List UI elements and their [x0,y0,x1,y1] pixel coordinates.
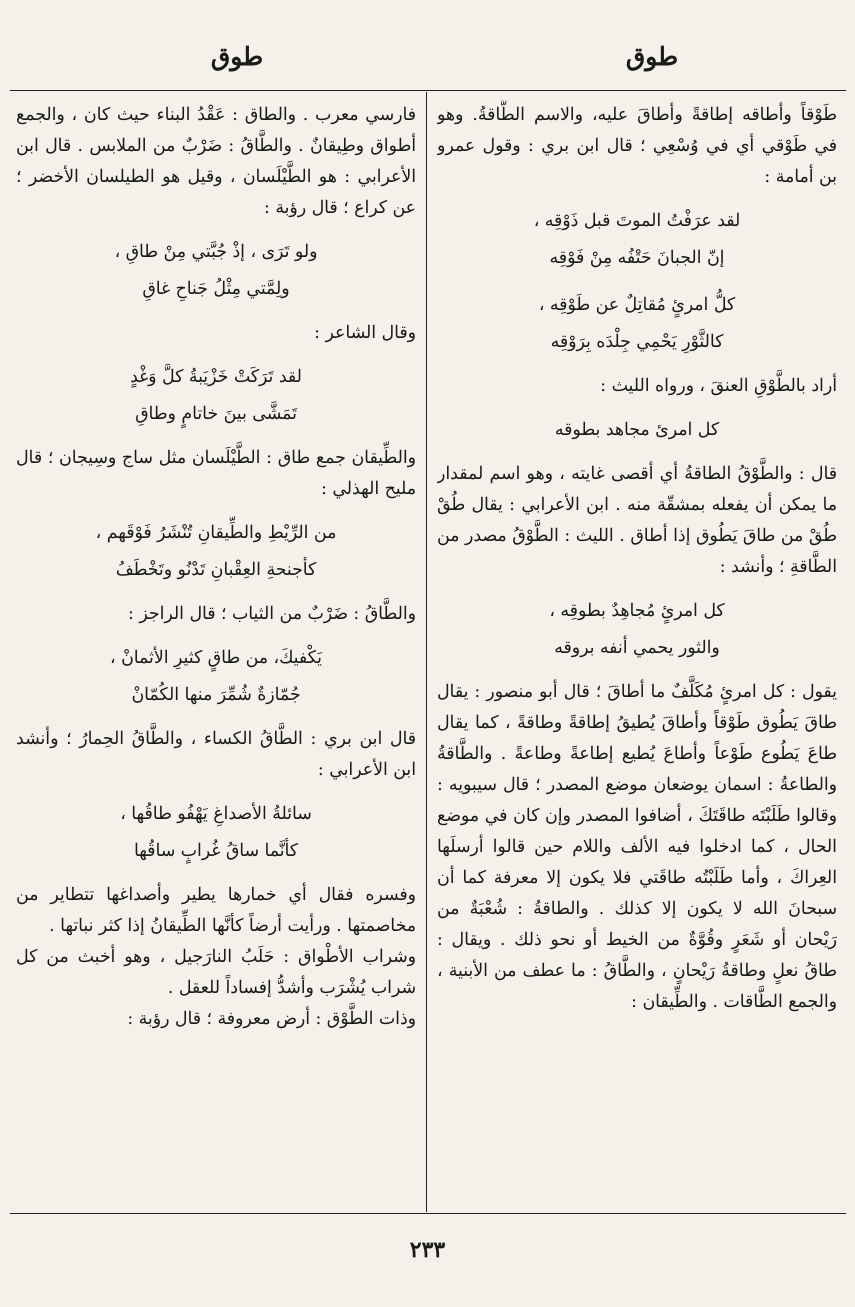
headword-right: طوق [625,42,679,71]
verse-line: يَكْفيكَ، من طاقٍ كثيرِ الأثمانْ ، [110,648,322,668]
verse-block [437,412,837,449]
verse-line: والثور يحمي أنفه بروقه [554,638,720,658]
verse-line: ولِمَّتي مِثْلُ جَناحِ غاقِ [142,279,290,299]
verse-line: كل امرئٍ مُجاهِدٌ بطوقِه ، [549,601,725,621]
verse-line: لقد عرَفْتُ الموتَ قبل ذَوْقِه ، [533,211,741,231]
paragraph: والطِّيقان جمع طاق : الطَّيْلَسان مثل ساج وسِيجان ؛ قال مليح الهذلي : [16,448,416,499]
paragraph: وقال الشاعر : [314,323,416,343]
page-header [12,42,844,92]
verse-block [437,287,837,361]
headword-left: طوق [210,42,264,71]
verse-line: إنّ الجبانَ حَتْفُه مِنْ فَوْقِه [549,248,725,268]
column-divider [426,92,427,1212]
verse-block [437,593,837,667]
verse-block [16,359,416,433]
verse-line: سائلةُ الأصداغِ يَهْفُو طاقُها ، [120,804,312,824]
verse-line: جُمّازةٌ شُمِّرَ منها الكُمّانْ [131,685,301,705]
paragraph: فارسي معرب . والطاق : عَقْدُ البناء حيث كان ، والجمع أطواق وطِيقانٌ . والطَّاقُ : ضَرْبٌ من الملابس . قال ابن الأعرابي : هو الطَّيْلَسان ، وقيل هو الطيلسان الأخضر ؛ عن كراع ؛ قال رؤبة : [16,105,416,218]
verse-block [16,640,416,714]
header-rule [10,90,846,91]
verse-block [16,515,416,589]
verse-line: كلُّ امرئٍ مُقاتِلٌ عن طَوْقِه ، [538,295,736,315]
page-number: ٢٣٣ [409,1237,446,1263]
paragraph: قال ابن بري : الطَّاقُ الكساء ، والطَّاقُ الحِمارُ ؛ وأنشد ابن الأعرابي : [16,729,416,780]
verse-block [16,234,416,308]
right-column [437,100,837,1210]
verse-block [16,796,416,870]
paragraph: طَوْقاً وأطاقه إطاقةً وأطاقَ عليه، والاسم الطَّاقةُ. وهو في طَوْقي أي في وُسْعِي ؛ قال ابن بري : وقول عمرو بن أمامة : [437,105,837,187]
left-column [16,100,416,1210]
paragraph: وذات الطَّوْق : أرض معروفة ؛ قال رؤبة : [127,1009,416,1029]
verse-block [437,203,837,277]
verse-line: تَمَشَّى بينَ خاتامٍ وطاقِ [135,404,297,424]
paragraph: أراد بالطَّوْقِ العنقَ ، ورواه الليث : [600,376,837,396]
paragraph: وشراب الأطْواق : حَلَبُ النارَجيل ، وهو أخبث من كل شراب يُشْرَب وأشدُّ إفساداً للعقل . [16,947,416,998]
verse-line: كأجنحةِ العِقْبانِ تَدْنُو وتَخْطَفُ [115,560,317,580]
paragraph: والطَّاقُ : ضَرْبٌ من الثياب ؛ قال الراجز : [128,604,416,624]
paragraph: قال : والطَّوْقُ الطاقةُ أي أقصى غايته ، وهو اسم لمقدار ما يمكن أن يفعله بمشقّة منه . ابن الأعرابي : يقال طُقْ طُقْ من طاقَ يَطُوق إذا أطاق . الليث : الطَّوْقُ مصدر من الطَّاقةِ ؛ وأنشد : [437,464,837,577]
verse-line: كالثَّوْرِ يَحْمِي جِلْدَه بِرَوْقِه [550,332,724,352]
verse-line: من الرِّيْطِ والطِّيقانِ تُنْشَرُ فَوْقَهم ، [95,523,337,543]
paragraph: يقول : كل امرئٍ مُكَلَّفٌ ما أطاقَ ؛ قال أبو منصور : يقال طاقَ يَطُوق طَوْقاً وأطاقَ يُطيقُ إطاقةً وطاقةً ، كما يقال طاعَ يَطُوع طَوْعاً وأطاعَ يُطيع إطاعةً وطاعةً . والطَّاقةُ والطاعةُ : اسمان يوضعان موضع المصدر ؛ قال سيبويه : وقالوا طَلَبْتَه طاقَتَكَ ، أضافوا المصدر وإن كان في موضع الحال ، كما ادخلوا فيه الألف واللام حين قالوا أرسلَها العِراكَ ، وأما طَلَبْتُه طاقَتي فلا يكون إلا معرفة كما أن سبحانَ الله لا يكون إلا كذلك . والطاقةُ : شُعْبَةٌ من رَيْحان أو شَعَرٍ وقُوَّةٌ من الخيط أو نحو ذلك . ويقال : طاقُ نعلٍ وطاقةُ رَيْحانٍ ، والطَّاقُ : ما عطف من الأبنية ، والجمع الطَّاقات . والطِّيقان : [437,682,837,1012]
verse-line: كأنَّما ساقُ غُرابٍ ساقُها [133,841,299,861]
footer-rule [10,1213,846,1214]
verse-line: كل امرئ مجاهد بطوقه [554,420,720,440]
verse-line: ولو تَرَى ، إذْ جُبَّتي مِنْ طاقِ ، [114,242,318,262]
paragraph: وفسره فقال أي خمارها يطير وأصداغها تتطاير من مخاصمتها . ورأيت أرضاً كأنَّها الطِّيقانُ إذا كثر نباتها . [16,885,416,936]
verse-line: لقد تَرَكَتْ خَزْيَبةُ كلَّ وَغْدٍ [130,367,302,387]
